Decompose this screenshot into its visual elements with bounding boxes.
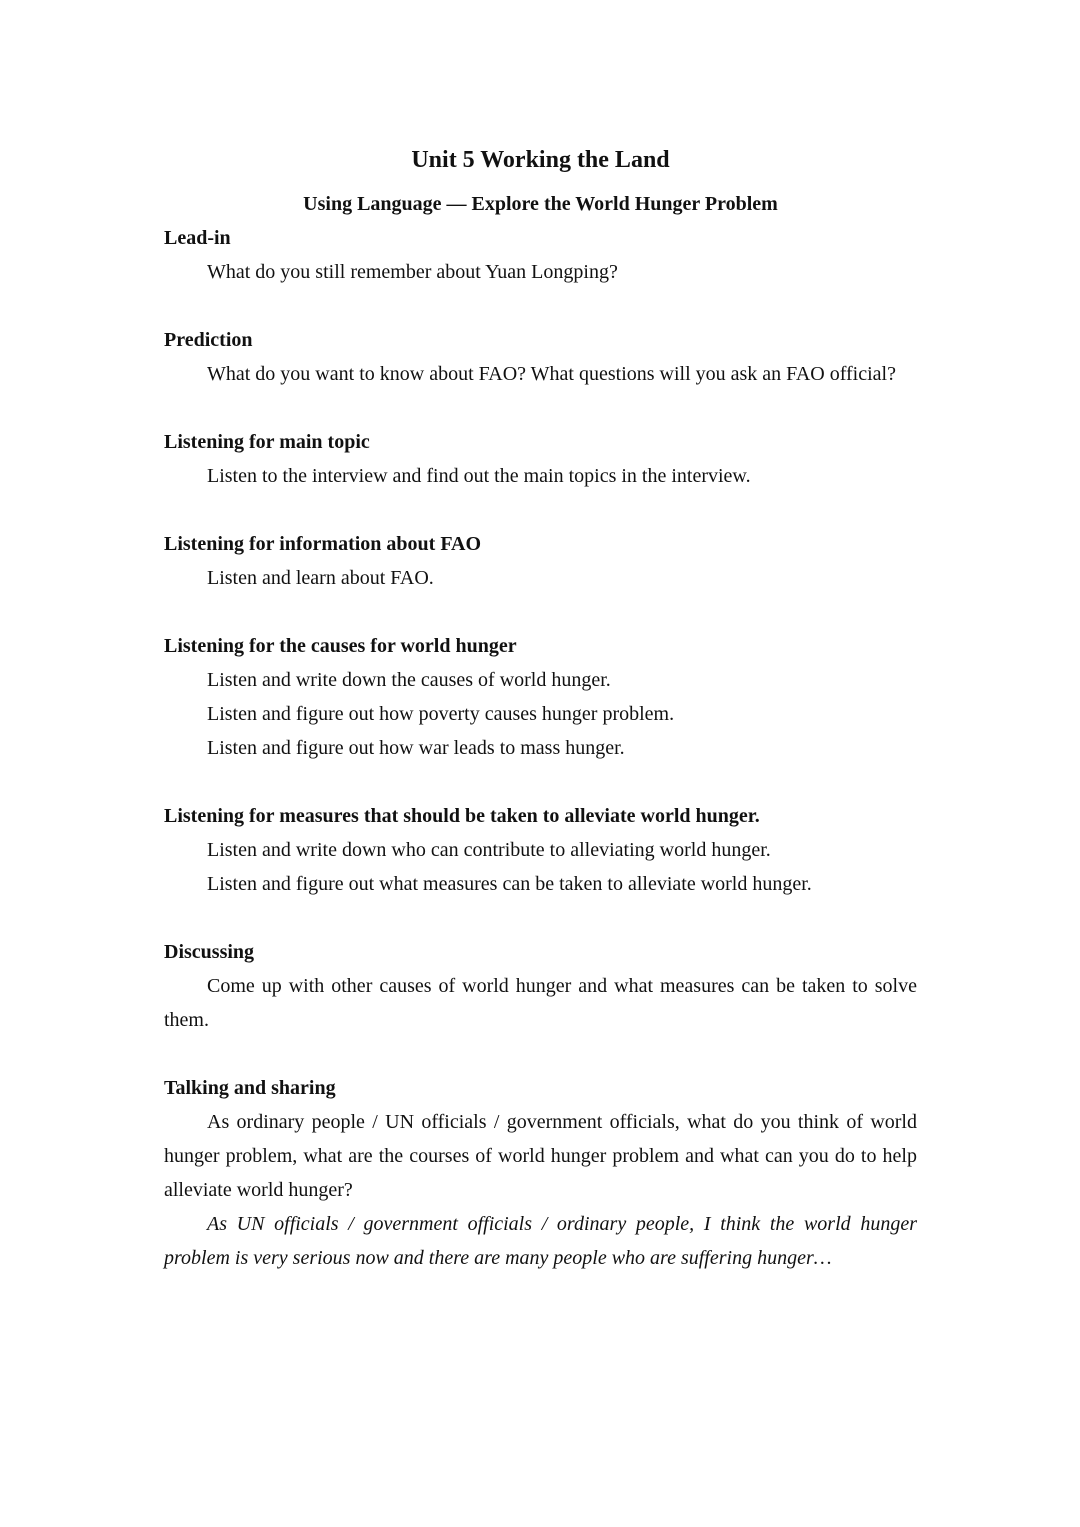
section-heading: Talking and sharing	[164, 1077, 336, 1099]
section-paragraph: As ordinary people / UN officials / government officials, what do you think of world hunger problem, what are the courses of world hunger problem and what can you do to help alleviate world hunger?	[164, 1111, 917, 1201]
section-paragraph: Listen and figure out how poverty causes hunger problem.	[207, 703, 675, 725]
section-paragraph: Listen and figure out how war leads to mass hunger.	[207, 737, 625, 759]
document-subtitle: Using Language — Explore the World Hunger Problem	[303, 193, 778, 215]
section-paragraph: What do you want to know about FAO? What questions will you ask an FAO official?	[207, 363, 896, 385]
section-prediction	[164, 323, 917, 391]
section-fao-info	[164, 527, 917, 595]
section-paragraph: What do you still remember about Yuan Longping?	[207, 261, 618, 283]
section-heading: Listening for measures that should be taken to alleviate world hunger.	[164, 805, 760, 827]
section-main-topic	[164, 425, 917, 493]
section-heading: Listening for main topic	[164, 431, 370, 453]
section-heading: Listening for the causes for world hunger	[164, 635, 517, 657]
example-answer: As UN officials / government officials / ordinary people, I think the world hunger problem is very serious now and there are many people who are suffering hunger…	[164, 1213, 917, 1269]
section-heading: Listening for information about FAO	[164, 533, 482, 555]
section-paragraph: Listen and write down who can contribute to alleviating world hunger.	[207, 839, 771, 861]
document-page	[164, 140, 917, 1275]
section-heading: Prediction	[164, 329, 253, 351]
section-measures	[164, 799, 917, 901]
section-causes	[164, 629, 917, 765]
section-heading: Lead-in	[164, 227, 231, 249]
section-heading: Discussing	[164, 941, 255, 963]
section-paragraph: Listen and learn about FAO.	[207, 567, 434, 589]
section-discussing	[164, 935, 917, 1037]
section-paragraph: Listen to the interview and find out the main topics in the interview.	[207, 465, 751, 487]
section-paragraph: Listen and write down the causes of world hunger.	[207, 669, 611, 691]
section-paragraph: Listen and figure out what measures can be taken to alleviate world hunger.	[207, 873, 812, 895]
section-paragraph: Come up with other causes of world hunger and what measures can be taken to solve them.	[164, 975, 917, 1031]
section-talking-sharing	[164, 1071, 917, 1275]
section-lead-in	[164, 221, 917, 289]
document-title: Unit 5 Working the Land	[411, 147, 670, 173]
